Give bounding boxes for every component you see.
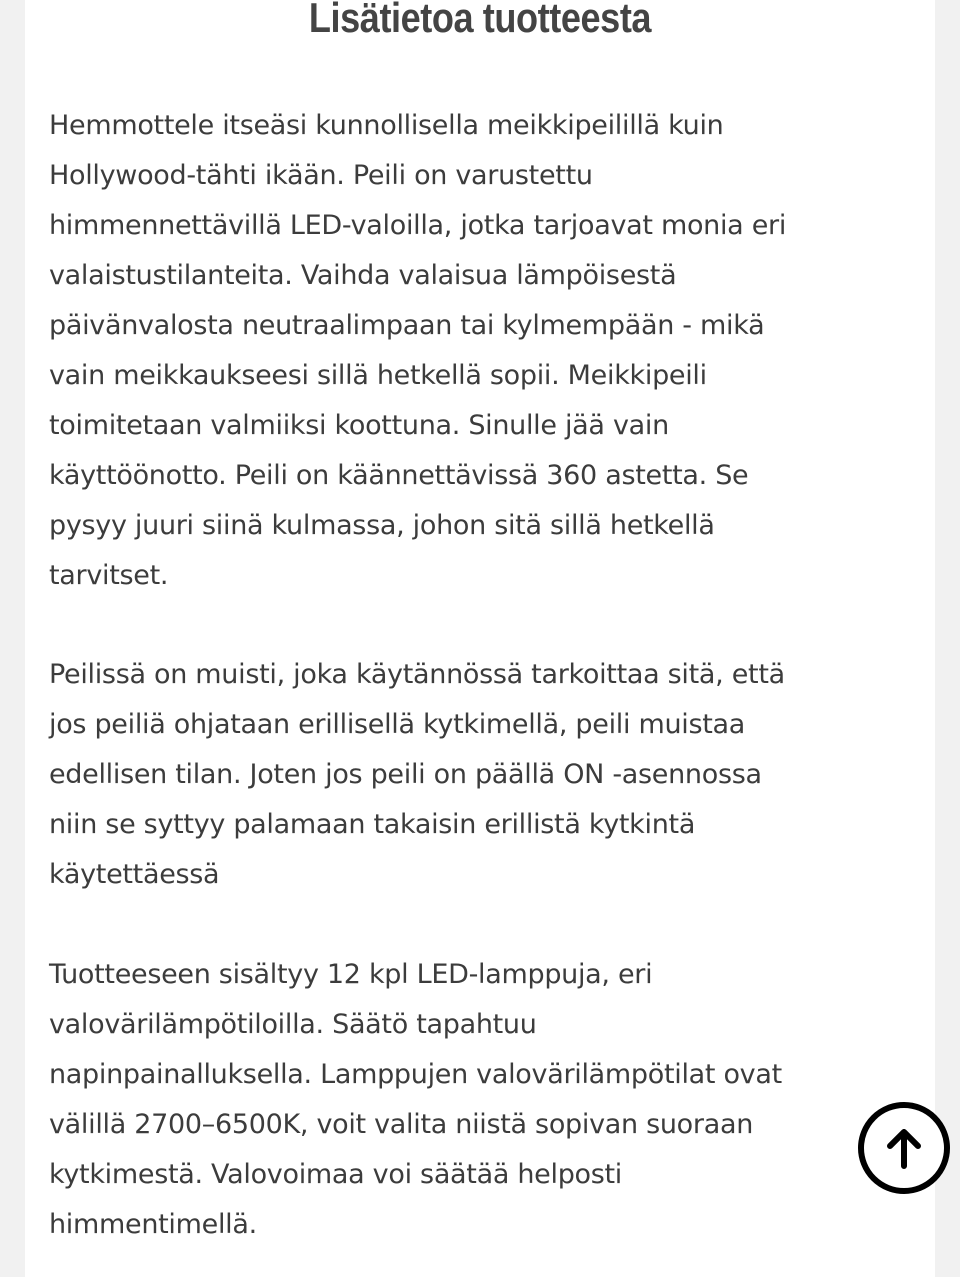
description-paragraph xyxy=(49,101,929,601)
text-line: himmentimellä. xyxy=(49,1209,257,1240)
text-line: vain meikkaukseesi sillä hetkellä sopii. Meikkipeili xyxy=(49,360,707,391)
text-line: himmennettävillä LED-valoilla, jotka tarjoavat monia eri xyxy=(49,210,787,241)
scroll-to-top-button[interactable] xyxy=(858,1102,950,1194)
text-line: edellisen tilan. Joten jos peili on päällä ON -asennossa xyxy=(49,759,762,790)
text-line: Hollywood-tähti ikään. Peili on varustettu xyxy=(49,160,593,191)
text-line: Hemmottele itseäsi kunnollisella meikkipeilillä kuin xyxy=(49,110,724,141)
text-line: niin se syttyy palamaan takaisin erillistä kytkintä xyxy=(49,809,696,840)
text-line: valovärilämpötiloilla. Säätö tapahtuu xyxy=(49,1009,537,1040)
text-line: toimitetaan valmiiksi koottuna. Sinulle jää vain xyxy=(49,410,669,441)
text-line: käytettäessä xyxy=(49,859,220,890)
text-line: pysyy juuri siinä kulmassa, johon sitä sillä hetkellä xyxy=(49,510,715,541)
text-line: Tuotteeseen sisältyy 12 kpl LED-lamppuja, eri xyxy=(49,959,653,990)
text-line: Peilissä on muisti, joka käytännössä tarkoittaa sitä, että xyxy=(49,659,785,690)
text-line: välillä 2700–6500K, voit valita niistä sopivan suoraan xyxy=(49,1109,754,1140)
arrow-up-icon xyxy=(878,1122,930,1174)
text-line: käyttöönotto. Peili on käännettävissä 360 astetta. Se xyxy=(49,460,749,491)
text-line: napinpainalluksella. Lamppujen valovärilämpötilat ovat xyxy=(49,1059,782,1090)
description-paragraph xyxy=(49,650,929,900)
text-line: tarvitset. xyxy=(49,560,169,591)
description-paragraph xyxy=(49,950,929,1250)
text-line: jos peiliä ohjataan erillisellä kytkimellä, peili muistaa xyxy=(49,709,746,740)
product-info-card xyxy=(25,0,935,1277)
text-line: valaistustilanteita. Vaihda valaisua lämpöisestä xyxy=(49,260,677,291)
section-title: Lisätietoa tuotteesta xyxy=(308,0,652,41)
text-line: kytkimestä. Valovoimaa voi säätää helposti xyxy=(49,1159,623,1190)
text-line: päivänvalosta neutraalimpaan tai kylmempään - mikä xyxy=(49,310,765,341)
